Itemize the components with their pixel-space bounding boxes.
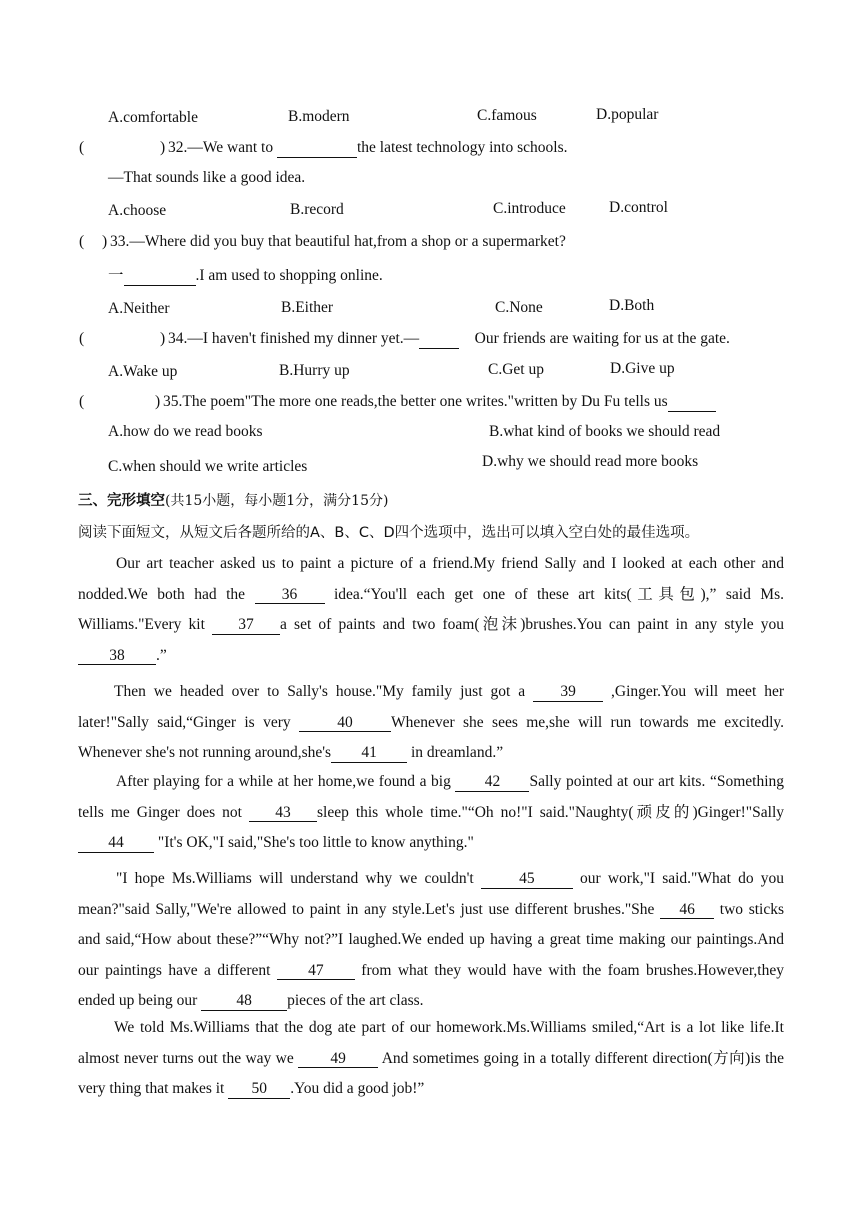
blank-47: 47 (277, 963, 355, 981)
blank-36: 36 (255, 587, 325, 605)
q31-option-c: C.famous (477, 107, 537, 124)
q34-prompt-before: 34.—I haven't finished my dinner yet.— (168, 330, 420, 347)
q32-paren-open: ( (79, 139, 85, 156)
q34-option-b: B.Hurry up (279, 362, 350, 379)
q32-paren-close: ) (160, 139, 166, 156)
q33-paren-open: ( (79, 233, 85, 250)
section-title (78, 489, 388, 510)
passage-text: Whenever she sees me,she will run towards me excitedly. Whenever she's not running around,she's (78, 713, 784, 761)
q32-prompt-after: the latest technology into schools. (356, 139, 568, 156)
passage-text: We told Ms.Williams that the dog ate part of our homework.Ms.Williams smiled,“Art is a lot like life.It almost never turns out the way we (78, 1019, 784, 1067)
section-title-note: (共15小题，每小题1分，满分15分) (165, 493, 389, 509)
passage-text: our work,"I said."What do you mean?"said Sally,"We're allowed to paint in any style.Let's just use different brushes."She (78, 870, 785, 918)
passage-text: Sally pointed at our art kits. “Something tells me Ginger does not (78, 773, 784, 821)
q35-option-a: A.how do we read books (108, 423, 263, 440)
blank-42: 42 (455, 774, 529, 792)
q33-response-after: .I am used to shopping online. (195, 267, 383, 284)
q32-option-d: D.control (609, 199, 668, 216)
q33-option-b: B.Either (281, 299, 334, 316)
passage-text: "It's OK,"I said,"She's too little to know anything." (154, 834, 474, 851)
blank-50: 50 (228, 1081, 290, 1099)
section-title-text: 三、完形填空 (78, 493, 165, 509)
blank-39: 39 (533, 684, 603, 702)
q34-option-c: C.Get up (488, 361, 544, 378)
q32-prompt (168, 139, 567, 158)
passage-paragraph-3 (78, 767, 784, 859)
q31-option-a: A.comfortable (108, 109, 198, 126)
passage-text: idea.“You'll each get one of these art kits(工具包),” said Ms. Williams."Every kit (78, 585, 785, 633)
q33-response-dash: 一 (108, 267, 124, 284)
q33-paren-close: ) (102, 233, 108, 250)
passage-text: Our art teacher asked us to paint a picture of a friend.My friend Sally and I looked at each other and nodded.We both had the (78, 555, 784, 603)
q35-blank (668, 394, 716, 412)
blank-45: 45 (481, 871, 573, 889)
passage-text: two sticks and said,“How about these?”“Why not?”I laughed.We ended up having a great time making our paintings.And our paintings have a different (78, 900, 784, 979)
q33-prompt: 33.—Where did you buy that beautiful hat,from a shop or a supermarket? (110, 233, 566, 250)
passage-text: After playing for a while at her home,we found a big (116, 773, 456, 790)
passage-paragraph-2 (78, 677, 784, 769)
q32-prompt-before: 32.—We want to (168, 139, 274, 156)
q35-option-c: C.when should we write articles (108, 458, 308, 475)
section-instruction: 阅读下面短文，从短文后各题所给的A、B、C、D四个选项中，选出可以填入空白处的最佳选项。 (78, 525, 700, 541)
q35-option-d: D.why we should read more books (482, 453, 699, 470)
blank-43: 43 (249, 805, 317, 823)
q31-option-d: D.popular (596, 106, 659, 123)
passage-paragraph-5 (78, 1013, 784, 1105)
q34-blank (419, 331, 459, 349)
blank-40: 40 (299, 715, 391, 733)
passage-text: ,Ginger.You will meet her later!"Sally said,“Ginger is very (78, 683, 784, 731)
q33-response (108, 263, 383, 286)
q32-option-b: B.record (290, 201, 344, 218)
blank-46: 46 (660, 902, 714, 920)
q32-option-a: A.choose (108, 202, 167, 219)
q34-option-d: D.Give up (610, 360, 675, 377)
q33-option-a: A.Neither (108, 300, 170, 317)
q33-blank (124, 268, 196, 286)
passage-text: a set of paints and two foam(泡沫)brushes.You can paint in any style you (280, 616, 785, 633)
passage-text: And sometimes going in a totally different direction(方向)is the very thing that makes it (78, 1049, 785, 1097)
q34-prompt (168, 330, 730, 349)
q33-option-d: D.Both (609, 297, 655, 314)
passage-text: .You did a good job!” (290, 1080, 425, 1097)
q35-paren-close: ) (155, 393, 161, 410)
q31-option-b: B.modern (288, 108, 350, 125)
blank-44: 44 (78, 835, 154, 853)
passage-text: sleep this whole time."“Oh no!"I said."Naughty(顽皮的)Ginger!"Sally (316, 803, 784, 821)
q34-prompt-after: Our friends are waiting for us at the gate. (474, 330, 730, 347)
q35-prompt-text: 35.The poem"The more one reads,the better one writes."written by Du Fu tells us (163, 393, 668, 410)
q34-option-a: A.Wake up (108, 363, 178, 380)
passage-text: pieces of the art class. (287, 992, 424, 1009)
q35-paren-open: ( (79, 393, 85, 410)
q32-option-c: C.introduce (493, 200, 566, 217)
q32-response: —That sounds like a good idea. (108, 169, 306, 186)
blank-48: 48 (201, 993, 287, 1011)
blank-41: 41 (331, 745, 407, 763)
passage-text: .” (156, 646, 167, 664)
passage-text: "I hope Ms.Williams will understand why we couldn't (116, 870, 481, 887)
q33-option-c: C.None (495, 299, 543, 316)
passage-text: from what they would have with the foam brushes.However,they ended up being our (78, 961, 784, 1009)
blank-37: 37 (212, 617, 280, 635)
q35-prompt (163, 393, 716, 412)
q35-option-b: B.what kind of books we should read (489, 423, 721, 440)
blank-49: 49 (298, 1051, 378, 1069)
passage-paragraph-4 (78, 864, 784, 1017)
passage-text: Then we headed over to Sally's house."My family just got a (114, 683, 534, 700)
blank-38: 38 (78, 648, 156, 666)
passage-text: in dreamland.” (407, 744, 504, 761)
passage-paragraph-1 (78, 549, 784, 671)
q32-blank (277, 140, 357, 158)
q34-paren-open: ( (79, 330, 85, 347)
q34-paren-close: ) (160, 330, 166, 347)
